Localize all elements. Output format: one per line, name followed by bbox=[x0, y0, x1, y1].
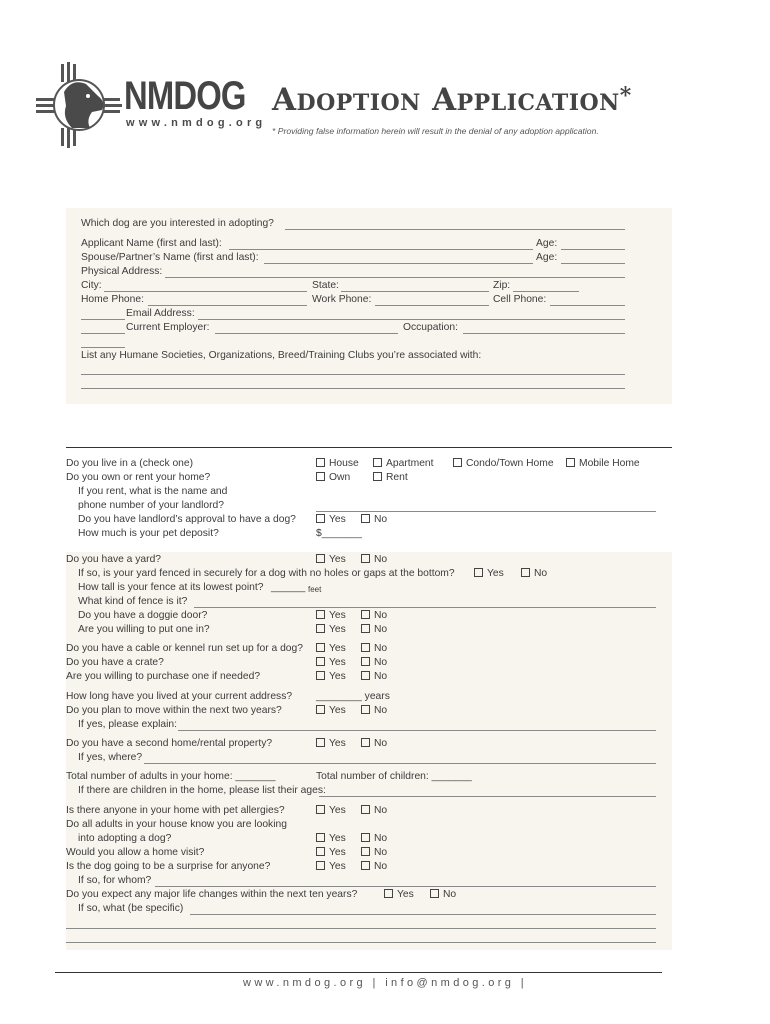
employer-field[interactable] bbox=[215, 333, 398, 334]
be-specific-field-2[interactable] bbox=[66, 928, 656, 929]
crate-label: Do you have a crate? bbox=[66, 657, 164, 668]
all-adults-label-2: into adopting a dog? bbox=[78, 833, 172, 844]
brand-url: www.nmdog.org bbox=[126, 117, 267, 129]
page-title: Adoption Application* bbox=[272, 82, 632, 118]
purchase-label: Are you willing to purchase one if needed? bbox=[66, 671, 261, 682]
state-label: State: bbox=[312, 280, 339, 291]
associations-label: List any Humane Societies, Organizations, Breed/Training Clubs you’re associated with: bbox=[81, 350, 482, 361]
doggie-door-yes[interactable]: Yes bbox=[316, 610, 346, 622]
home-phone-field[interactable] bbox=[148, 305, 307, 306]
explain-label: If yes, please explain: bbox=[78, 719, 178, 730]
checkbox-icon[interactable] bbox=[361, 643, 370, 652]
crate-yes[interactable]: Yes bbox=[316, 657, 346, 669]
rent-name-label-2: phone number of your landlord? bbox=[78, 500, 224, 511]
allergies-no[interactable]: No bbox=[361, 805, 387, 817]
fence-height-field[interactable]: ______ bbox=[271, 582, 306, 593]
second-home-no[interactable]: No bbox=[361, 738, 387, 750]
feet-label: feet bbox=[308, 585, 322, 594]
second-home-label: Do you have a second home/rental property? bbox=[66, 738, 273, 749]
surprise-label: Is the dog going to be a surprise for anyone? bbox=[66, 861, 271, 872]
checkbox-icon[interactable] bbox=[566, 458, 575, 467]
home-phone-label: Home Phone: bbox=[81, 294, 144, 305]
employer-checkbox-blank[interactable] bbox=[81, 333, 125, 334]
associations-field-1[interactable] bbox=[81, 374, 625, 375]
checkbox-icon[interactable] bbox=[316, 643, 325, 652]
children-ages-label: If there are children in the home, please list their ages: bbox=[78, 785, 326, 796]
checkbox-icon[interactable] bbox=[316, 472, 325, 481]
put-one-in-no[interactable]: No bbox=[361, 624, 387, 636]
dog-interest-field[interactable] bbox=[285, 229, 625, 230]
move-plan-label: Do you plan to move within the next two years? bbox=[66, 705, 282, 716]
purchase-no[interactable]: No bbox=[361, 671, 387, 683]
move-yes[interactable]: Yes bbox=[316, 705, 346, 717]
home-visit-yes[interactable]: Yes bbox=[316, 847, 346, 859]
life-changes-no[interactable]: No bbox=[430, 889, 456, 901]
employer-label: Current Employer: bbox=[126, 322, 210, 333]
kennel-yes[interactable]: Yes bbox=[316, 643, 346, 655]
fenced-no[interactable]: No bbox=[521, 568, 547, 580]
checkbox-icon[interactable] bbox=[316, 738, 325, 747]
checkbox-icon[interactable] bbox=[361, 514, 370, 523]
be-specific-field-1[interactable] bbox=[190, 914, 656, 915]
home-visit-no[interactable]: No bbox=[361, 847, 387, 859]
surprise-yes[interactable]: Yes bbox=[316, 861, 346, 873]
yard-yes[interactable]: Yes bbox=[316, 554, 346, 566]
occupation-field[interactable] bbox=[463, 333, 625, 334]
live-in-label: Do you live in a (check one) bbox=[66, 458, 194, 469]
home-visit-label: Would you allow a home visit? bbox=[66, 847, 205, 858]
checkbox-icon[interactable] bbox=[361, 671, 370, 680]
footer-contact: www.nmdog.org | info@nmdog.org | bbox=[242, 977, 528, 989]
kennel-label: Do you have a cable or kennel run set up for a dog? bbox=[66, 643, 303, 654]
checkbox-icon[interactable] bbox=[384, 889, 393, 898]
allergies-label: Is there anyone in your home with pet allergies? bbox=[66, 805, 285, 816]
city-field[interactable] bbox=[104, 291, 307, 292]
fence-height-label: How tall is your fence at its lowest point? bbox=[78, 582, 264, 593]
fenced-yes[interactable]: Yes bbox=[474, 568, 504, 580]
checkbox-icon[interactable] bbox=[361, 624, 370, 633]
checkbox-icon[interactable] bbox=[316, 554, 325, 563]
city-label: City: bbox=[81, 280, 102, 291]
pet-deposit-field[interactable]: $_______ bbox=[316, 528, 362, 539]
option-condo[interactable]: Condo/Town Home bbox=[453, 458, 554, 470]
extra-blank[interactable] bbox=[81, 347, 125, 348]
own-rent-label: Do you own or rent your home? bbox=[66, 472, 211, 483]
checkbox-icon[interactable] bbox=[316, 705, 325, 714]
life-changes-label: Do you expect any major life changes within the next ten years? bbox=[66, 889, 358, 900]
checkbox-icon[interactable] bbox=[361, 833, 370, 842]
work-phone-label: Work Phone: bbox=[312, 294, 372, 305]
put-one-in-yes[interactable]: Yes bbox=[316, 624, 346, 636]
disclaimer: * Providing false information herein will result in the denial of any adoption application. bbox=[272, 126, 599, 136]
landlord-field[interactable] bbox=[316, 511, 656, 512]
nmdog-logo bbox=[36, 62, 122, 148]
applicant-age-field[interactable] bbox=[561, 249, 625, 250]
state-field[interactable] bbox=[341, 291, 489, 292]
landlord-approval-label: Do you have landlord’s approval to have a dog? bbox=[78, 514, 296, 525]
yard-label: Do you have a yard? bbox=[66, 554, 162, 565]
checkbox-icon[interactable] bbox=[316, 624, 325, 633]
purchase-yes[interactable]: Yes bbox=[316, 671, 346, 683]
checkbox-icon[interactable] bbox=[521, 568, 530, 577]
put-one-in-label: Are you willing to put one in? bbox=[78, 624, 210, 635]
checkbox-icon[interactable] bbox=[373, 472, 382, 481]
years-field[interactable]: ________ years bbox=[316, 691, 390, 702]
lived-how-long-label: How long have you lived at your current address? bbox=[66, 691, 293, 702]
surprise-no[interactable]: No bbox=[361, 861, 387, 873]
landlord-yes[interactable]: Yes bbox=[316, 514, 346, 526]
checkbox-icon[interactable] bbox=[474, 568, 483, 577]
footer-divider bbox=[55, 972, 662, 973]
work-phone-field[interactable] bbox=[375, 305, 489, 306]
email-label: Email Address: bbox=[126, 308, 195, 319]
doggie-door-no[interactable]: No bbox=[361, 610, 387, 622]
spouse-age-label: Age: bbox=[536, 252, 558, 263]
checkbox-icon[interactable] bbox=[361, 705, 370, 714]
all-adults-no[interactable]: No bbox=[361, 833, 387, 845]
option-mobile-home[interactable]: Mobile Home bbox=[566, 458, 640, 470]
be-specific-label: If so, what (be specific) bbox=[78, 903, 184, 914]
children-label[interactable]: Total number of children: _______ bbox=[316, 771, 472, 782]
checkbox-icon[interactable] bbox=[316, 514, 325, 523]
email-checkbox-blank[interactable] bbox=[81, 319, 125, 320]
applicant-name-field[interactable] bbox=[229, 249, 533, 250]
applicant-name-label: Applicant Name (first and last): bbox=[81, 238, 222, 249]
checkbox-icon[interactable] bbox=[316, 847, 325, 856]
section-divider bbox=[66, 447, 672, 448]
checkbox-icon[interactable] bbox=[316, 805, 325, 814]
zip-label: Zip: bbox=[493, 280, 511, 291]
allergies-yes[interactable]: Yes bbox=[316, 805, 346, 817]
where-label: If yes, where? bbox=[78, 752, 143, 763]
option-house[interactable]: House bbox=[316, 458, 359, 470]
checkbox-icon[interactable] bbox=[316, 610, 325, 619]
cell-phone-field[interactable] bbox=[550, 305, 625, 306]
explain-field[interactable] bbox=[178, 730, 656, 731]
dog-interest-label: Which dog are you interested in adopting? bbox=[81, 218, 274, 229]
email-field[interactable] bbox=[198, 319, 625, 320]
checkbox-icon[interactable] bbox=[361, 805, 370, 814]
age-label: Age: bbox=[536, 238, 558, 249]
physical-address-label: Physical Address: bbox=[81, 266, 163, 277]
option-rent[interactable]: Rent bbox=[373, 472, 408, 484]
checkbox-icon[interactable] bbox=[361, 554, 370, 563]
occupation-label: Occupation: bbox=[403, 322, 458, 333]
rent-name-label-1: If you rent, what is the name and bbox=[78, 486, 228, 497]
checkbox-icon[interactable] bbox=[361, 738, 370, 747]
option-own[interactable]: Own bbox=[316, 472, 350, 484]
be-specific-field-3[interactable] bbox=[66, 942, 656, 943]
spouse-name-label: Spouse/Partner’s Name (first and last): bbox=[81, 252, 259, 263]
checkbox-icon[interactable] bbox=[430, 889, 439, 898]
life-changes-yes[interactable]: Yes bbox=[384, 889, 414, 901]
children-ages-field[interactable] bbox=[319, 796, 656, 797]
fence-kind-field[interactable] bbox=[194, 607, 656, 608]
checkbox-icon[interactable] bbox=[316, 671, 325, 680]
checkbox-icon[interactable] bbox=[361, 861, 370, 870]
checkbox-icon[interactable] bbox=[316, 458, 325, 467]
brand-name: NMDOG bbox=[124, 74, 246, 118]
fence-kind-label: What kind of fence is it? bbox=[78, 596, 188, 607]
kennel-no[interactable]: No bbox=[361, 643, 387, 655]
cell-phone-label: Cell Phone: bbox=[493, 294, 547, 305]
checkbox-icon[interactable] bbox=[453, 458, 462, 467]
checkbox-icon[interactable] bbox=[316, 657, 325, 666]
spouse-age-field[interactable] bbox=[561, 263, 625, 264]
all-adults-label-1: Do all adults in your house know you are looking bbox=[66, 819, 287, 830]
doggie-door-label: Do you have a doggie door? bbox=[78, 610, 208, 621]
where-field[interactable] bbox=[144, 763, 656, 764]
checkbox-icon[interactable] bbox=[316, 833, 325, 842]
for-whom-label: If so, for whom? bbox=[78, 875, 152, 886]
checkbox-icon[interactable] bbox=[316, 861, 325, 870]
second-home-yes[interactable]: Yes bbox=[316, 738, 346, 750]
checkbox-icon[interactable] bbox=[361, 847, 370, 856]
fenced-label: If so, is your yard fenced in securely for a dog with no holes or gaps at the bottom? bbox=[78, 568, 455, 579]
associations-field-2[interactable] bbox=[81, 388, 625, 389]
for-whom-field[interactable] bbox=[155, 886, 656, 887]
move-no[interactable]: No bbox=[361, 705, 387, 717]
landlord-no[interactable]: No bbox=[361, 514, 387, 526]
physical-address-field[interactable] bbox=[165, 277, 625, 278]
crate-no[interactable]: No bbox=[361, 657, 387, 669]
yard-no[interactable]: No bbox=[361, 554, 387, 566]
checkbox-icon[interactable] bbox=[373, 458, 382, 467]
all-adults-yes[interactable]: Yes bbox=[316, 833, 346, 845]
spouse-name-field[interactable] bbox=[264, 263, 533, 264]
option-apartment[interactable]: Apartment bbox=[373, 458, 434, 470]
pet-deposit-label: How much is your pet deposit? bbox=[78, 528, 219, 539]
adults-label[interactable]: Total number of adults in your home: _______ bbox=[66, 771, 276, 782]
checkbox-icon[interactable] bbox=[361, 610, 370, 619]
checkbox-icon[interactable] bbox=[361, 657, 370, 666]
zip-field[interactable] bbox=[513, 291, 579, 292]
